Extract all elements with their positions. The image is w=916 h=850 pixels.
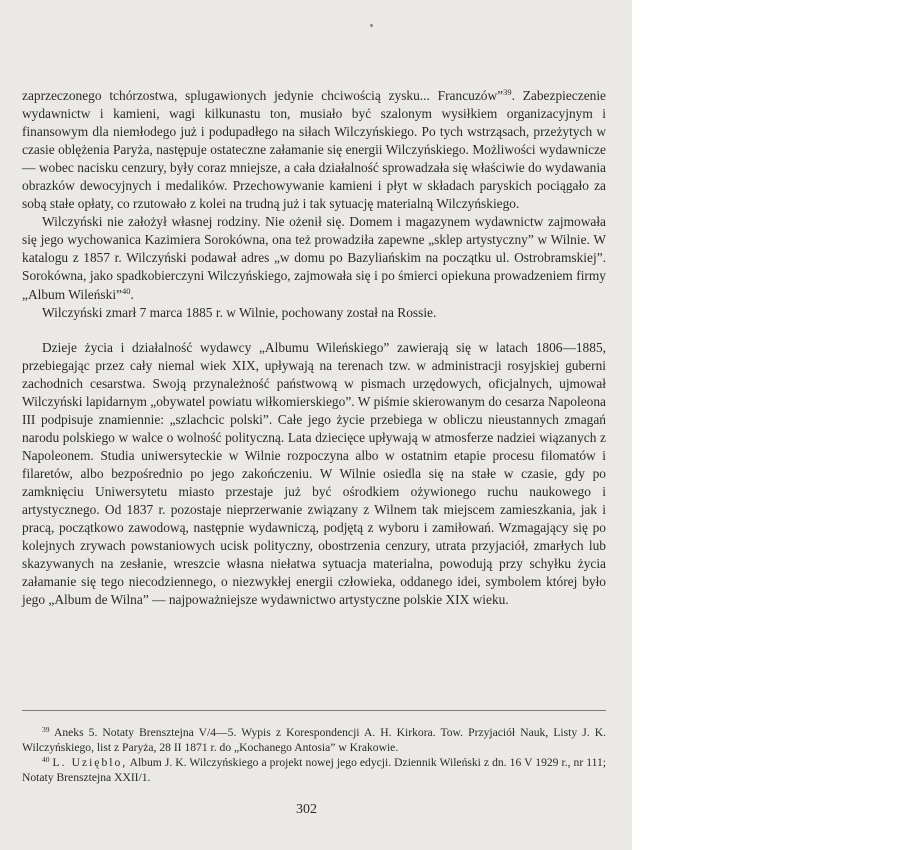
paragraph-1 (22, 87, 606, 213)
paragraph-2 (22, 213, 606, 303)
paragraph-1-text: zaprzeczonego tchórzostwa, splugawionych jedynie chciwością zysku... Francuzów” (22, 88, 504, 103)
footnote-number: 40 (42, 755, 50, 764)
footnote-40 (22, 755, 606, 785)
footnote-39 (22, 725, 606, 755)
paragraph-gap (22, 322, 606, 339)
paragraph-1-text-cont: . Zabezpieczenie wydawnictw i kamieni, wagi kilkunastu ton, musiało być szalonym wysiłkiem organizacyjnym i finansowym dla niemłodego już i podupadłego na siłach Wilczyńskiego. Po tych wstrząsach, przeżytych w czasie oblężenia Paryża, następuje ostateczne załamanie się energii Wilczyńskiego. Możliwości wydawnicze — wobec nacisku cenzury, były coraz mniejsze, a cała działalność sprowadzała się właściwie do wydawania obrazków dewocyjnych i medalików. Przechowywanie kamieni i płyt w składach paryskich pociągało za sobą stałe opłaty, co rzutowało z kolei na trudną już i tak sytuację materialną Wilczyńskiego. (22, 88, 606, 212)
footnote-ref-39: 39 (503, 87, 512, 97)
footnote-divider (22, 710, 606, 711)
main-text (22, 87, 606, 609)
paragraph-3: Wilczyński zmarł 7 marca 1885 r. w Wilnie, pochowany został na Rossie. (42, 304, 437, 320)
footnote-text: Album J. K. Wilczyńskiego a projekt nowej jego edycji. Dziennik Wileński z dn. 16 V 1929 r., nr 111; Notaty Brensztejna XXII/1. (22, 756, 606, 784)
paragraph-2-text-cont: . (130, 286, 134, 302)
footnotes (22, 725, 606, 785)
page-number: 302 (296, 802, 317, 817)
paragraph-2-text: Wilczyński nie założył własnej rodziny. Nie ożenił się. Domem i magazynem wydawnictw zajmowała się jego wychowanica Kazimiera Sorokówna, ona też prowadziła zapewne „sklep artystyczny” w Wilnie. W katalogu z 1857 r. Wilczyński podawał adres „w domu po Bazyliańskim na początku ul. Ostrobramskiej”. Sorokówna, jako spadkobierczyni Wilczyńskiego, zajmowała się i po śmierci opiekuna prowadzeniem firmy „Album Wileński” (22, 214, 606, 302)
footnote-author: L. Uzięblo, (52, 756, 128, 769)
scan-speck (370, 24, 373, 27)
footnote-ref-40: 40 (122, 285, 131, 296)
footnote-text: Aneks 5. Notaty Brensztejna V/4—5. Wypis z Korespondencji A. H. Kirkora. Tow. Przyjaciół Nauk, Listy J. K. Wilczyńskiego, list z Paryża, 28 II 1871 r. do „Kochanego Antosia” w Krakowie. (22, 726, 606, 754)
paragraph-4: Dzieje życia i działalność wydawcy „Albumu Wileńskiego” zawierają się w latach 1806—1885, przebiegając przez cały niemal wiek XIX, upływają na terenach tzw. w administracji rosyjskiej guberni zachodnich cesarstwa. Swoją przynależność państwową w pismach urzędowych, oficjalnych, ujmował Wilczyński lapidarnym „obywatel powiatu wiłkomierskiego”. W piśmie skierowanym do cesarza Napoleona III podpisuje znamiennie: „szlachcic polski”. Całe jego życie przebiega w obliczu nieustannych zmagań narodu polskiego w walce o wolność polityczną. Lata dziecięce upływają w atmosferze nadziei wiązanych z Napoleonem. Studia uniwersyteckie w Wilnie rozpoczyna albo w ostatnim etapie procesu filomatów i filaretów, albo bezpośrednio po jego zakończeniu. W Wilnie osiedla się na stałe w czasie, gdy po zamknięciu Uniwersytetu miasto przestaje już być ośrodkiem ożywionego ruchu naukowego i artystycznego. Od 1837 r. pozostaje nieprzerwanie związany z Wilnem tak miejscem zamieszkania, jak i pracą, początkowo zawodową, następnie wydawniczą, podjętą z wyboru i zamiłowań. Wzmagający się po kolejnych zrywach powstaniowych ucisk polityczny, obostrzenia cenzury, utrata przyjaciół, zmarłych lub skazywanych na zesłanie, wreszcie własna niełatwa sytuacja materialna, powodują przy schyłku życia załamanie się tego niecodziennego, o niezwykłej energii człowieka, oddanego idei, symbolem której było jego „Album de Wilna” — najpoważniejsze wydawnictwo artystyczne polskie XIX wieku. (22, 339, 606, 608)
footnote-number: 39 (42, 725, 50, 734)
